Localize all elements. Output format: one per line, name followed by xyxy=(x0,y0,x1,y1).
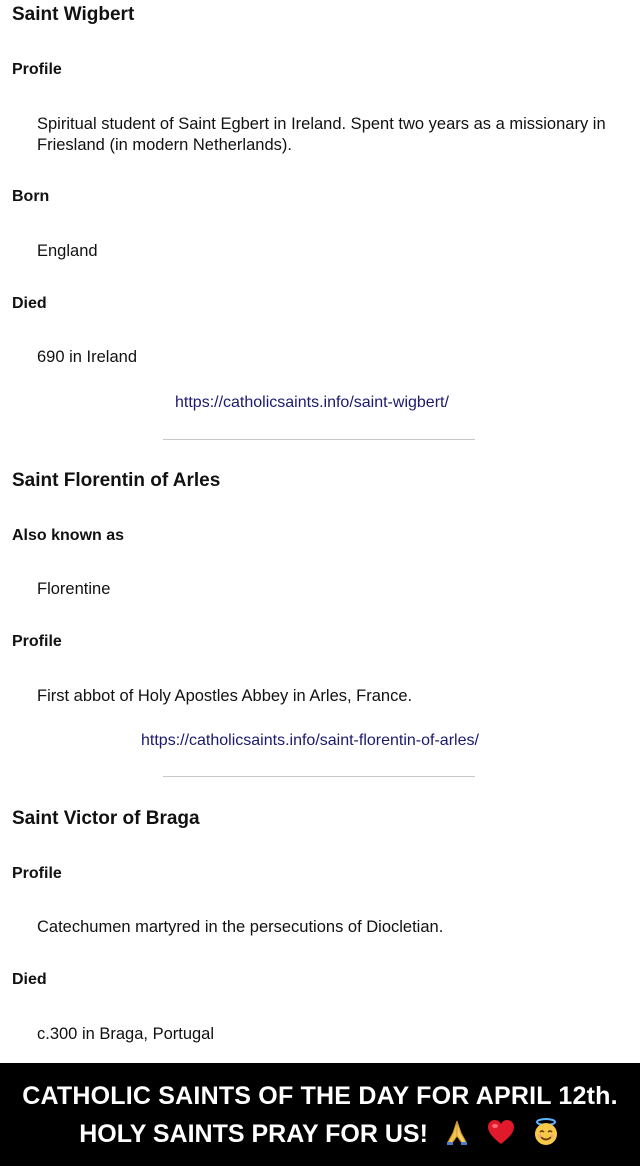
victor-died-value: c.300 in Braga, Portugal xyxy=(37,1025,215,1043)
florentin-profile-label: Profile xyxy=(12,633,62,650)
victor-died-label: Died xyxy=(12,971,47,988)
caption-line-2-text: HOLY SAINTS PRAY FOR US! xyxy=(79,1120,428,1149)
wigbert-born-label: Born xyxy=(12,188,50,205)
wigbert-died-label: Died xyxy=(12,295,47,312)
caption-line-2 xyxy=(0,1117,640,1154)
florentin-profile-text: First abbot of Holy Apostles Abbey in Arles, France. xyxy=(37,687,413,705)
section-divider xyxy=(163,776,475,777)
florentin-link[interactable]: https://catholicsaints.info/saint-florentin-of-arles/ xyxy=(141,732,479,749)
victor-profile-text: Catechumen martyred in the persecutions of Diocletian. xyxy=(37,918,444,936)
wigbert-link[interactable]: https://catholicsaints.info/saint-wigbert/ xyxy=(175,394,449,411)
wigbert-born-value: England xyxy=(37,242,98,260)
saint-florentin-title: Saint Florentin of Arles xyxy=(12,470,221,491)
wigbert-profile-label: Profile xyxy=(12,61,62,78)
wigbert-died-value: 690 in Ireland xyxy=(37,348,137,366)
saint-wigbert-title: Saint Wigbert xyxy=(12,4,135,25)
section-divider xyxy=(163,439,475,440)
caption-line-1: CATHOLIC SAINTS OF THE DAY FOR APRIL 12th. xyxy=(22,1082,618,1110)
victor-profile-label: Profile xyxy=(12,865,62,882)
smiling-face-with-halo-icon xyxy=(531,1117,561,1154)
praying-hands-icon xyxy=(443,1118,471,1153)
florentin-aka-label: Also known as xyxy=(12,527,125,544)
wigbert-profile-text: Spiritual student of Saint Egbert in Ireland. Spent two years as a missionary in Friesland (in modern Netherlands). xyxy=(37,115,606,154)
caption-banner xyxy=(0,1063,640,1166)
red-heart-icon xyxy=(486,1118,516,1153)
florentin-aka-value: Florentine xyxy=(37,580,111,598)
saint-victor-title: Saint Victor of Braga xyxy=(12,808,200,829)
